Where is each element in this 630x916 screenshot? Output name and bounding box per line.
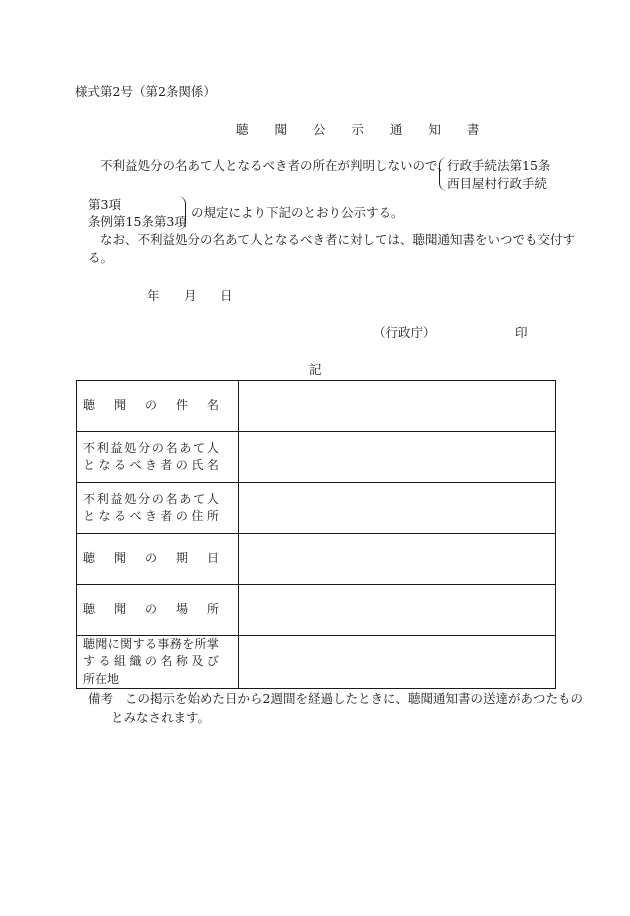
label-char: 掌 [206, 637, 219, 651]
label-char: な [98, 458, 111, 472]
label-char: の [144, 654, 157, 669]
label-char: の [151, 440, 164, 455]
justified-label [83, 508, 219, 525]
label-char: 関 [120, 637, 133, 651]
label-char: 処 [124, 491, 137, 506]
label-char: る [144, 637, 157, 651]
label-char: 氏 [191, 458, 204, 472]
label-char: 所 [194, 637, 207, 651]
label-char: 聞 [95, 637, 108, 651]
label-char: 分 [138, 491, 151, 506]
label-char: る [113, 458, 126, 472]
label-char: 人 [206, 440, 219, 455]
label-char: 聞 [113, 602, 126, 617]
justified-label [83, 457, 219, 474]
label-char: の [144, 551, 157, 566]
brace-close [177, 196, 186, 230]
justified-label [83, 601, 219, 618]
details-table [76, 380, 556, 689]
label-char: 期 [175, 551, 188, 566]
sub-option-1: 第3項 [88, 197, 121, 212]
label-char: 及 [191, 654, 204, 669]
label-char: す [83, 654, 96, 669]
justified-label [83, 440, 219, 457]
value-cell[interactable] [239, 483, 556, 534]
label-char: 名 [206, 458, 219, 472]
label-char: 聴 [83, 551, 96, 566]
justified-label [83, 636, 219, 653]
form-number: 様式第2号（第2条関係） [75, 84, 216, 99]
label-char: 日 [206, 551, 219, 566]
label-char: 益 [110, 491, 123, 506]
justified-label [83, 550, 219, 567]
label-char: 聴 [83, 602, 96, 617]
label-char: 名 [160, 654, 173, 669]
label-char: 者 [160, 509, 173, 523]
label-char: の [175, 458, 188, 472]
label-char: に [107, 637, 120, 651]
date-year: 年 [147, 288, 160, 303]
row-label-organization [77, 636, 239, 689]
label-char: て [193, 491, 206, 506]
label-char: 事 [157, 637, 170, 651]
label-char: の [144, 602, 157, 617]
label-char: 称 [175, 654, 188, 669]
row-label-hearing-date [77, 534, 239, 585]
row-label-addressee-name [77, 432, 239, 483]
label-char: る [113, 509, 126, 523]
label-char: 場 [175, 602, 188, 617]
label-char: 名 [165, 440, 178, 455]
value-cell[interactable] [239, 432, 556, 483]
label-char: 者 [160, 458, 173, 472]
table-row [77, 432, 556, 483]
sub-option-2: 条例第15条第3項 [88, 214, 187, 229]
paragraph-2-line-2: る。 [88, 250, 114, 265]
table-row [77, 381, 556, 432]
label-char: の [144, 398, 157, 413]
document-title: 聴 聞 公 示 通 知 書 [236, 122, 491, 137]
label-char: あ [179, 491, 192, 506]
agency-label: （行政庁） [373, 325, 436, 340]
value-cell[interactable] [239, 534, 556, 585]
date-day: 日 [220, 288, 233, 303]
label-char: と [83, 458, 96, 472]
table-row [77, 534, 556, 585]
label-char: 分 [138, 440, 151, 455]
label-char: 不 [83, 440, 96, 455]
label-char: 不 [83, 491, 96, 506]
label-char: き [144, 458, 157, 472]
label-line-3: 所在地 [83, 671, 120, 686]
label-char: 処 [124, 440, 137, 455]
paragraph-1-lead: 不利益処分の名あて人となるべき者の所在が判明しないので、 [100, 158, 450, 173]
justified-label [83, 491, 219, 508]
label-char: 組 [113, 654, 126, 669]
paragraph-1-tail: の規定により下記のとおり公示する。 [191, 205, 404, 220]
remarks-line-1: この掲示を始めた日から2週間を経過したときに、聴聞通知書の送達があつたもの [125, 691, 583, 706]
table-row [77, 585, 556, 636]
row-label-hearing-place [77, 585, 239, 636]
label-char: 聞 [113, 398, 126, 413]
table-row [77, 483, 556, 534]
justified-label [83, 653, 219, 670]
label-char: る [98, 654, 111, 669]
table-row [77, 636, 556, 689]
paragraph-2-line-1: なお、不利益処分の名あて人となるべき者に対しては、聴聞通知書をいつでも交付す [100, 232, 576, 247]
value-cell[interactable] [239, 585, 556, 636]
label-char: 聞 [113, 551, 126, 566]
label-char: 所 [206, 602, 219, 617]
label-char: と [83, 509, 96, 523]
seal-mark: 印 [515, 325, 528, 340]
label-char: の [151, 491, 164, 506]
label-char: び [206, 654, 219, 669]
label-char: 務 [169, 637, 182, 651]
label-char: 益 [110, 440, 123, 455]
row-label-addressee-address [77, 483, 239, 534]
value-cell[interactable] [239, 636, 556, 689]
label-char: を [182, 637, 195, 651]
date-month: 月 [184, 288, 197, 303]
remarks-line-2: とみなされます。 [111, 710, 211, 725]
label-char: 人 [206, 491, 219, 506]
label-char: 聴 [83, 398, 96, 413]
label-char: 所 [206, 509, 219, 523]
label-char: 織 [129, 654, 142, 669]
label-char: 件 [175, 398, 188, 413]
label-char: 利 [96, 491, 109, 506]
label-char: 住 [191, 509, 204, 523]
label-char: の [175, 509, 188, 523]
label-char: 利 [96, 440, 109, 455]
law-option-2: 西目屋村行政手続 [447, 176, 548, 191]
label-char: き [144, 509, 157, 523]
ki-heading: 記 [309, 362, 322, 377]
label-char: べ [129, 509, 142, 523]
label-char: べ [129, 458, 142, 472]
label-char: す [132, 637, 145, 651]
label-char: 聴 [83, 637, 96, 651]
remarks-heading: 備考 [88, 691, 114, 706]
label-char: 名 [165, 491, 178, 506]
value-cell[interactable] [239, 381, 556, 432]
row-label-hearing-subject [77, 381, 239, 432]
label-char: な [98, 509, 111, 523]
justified-label [83, 397, 219, 414]
label-char: て [193, 440, 206, 455]
label-char: 名 [206, 398, 219, 413]
law-option-1: 行政手続法第15条 [447, 158, 551, 173]
label-char: あ [179, 440, 192, 455]
